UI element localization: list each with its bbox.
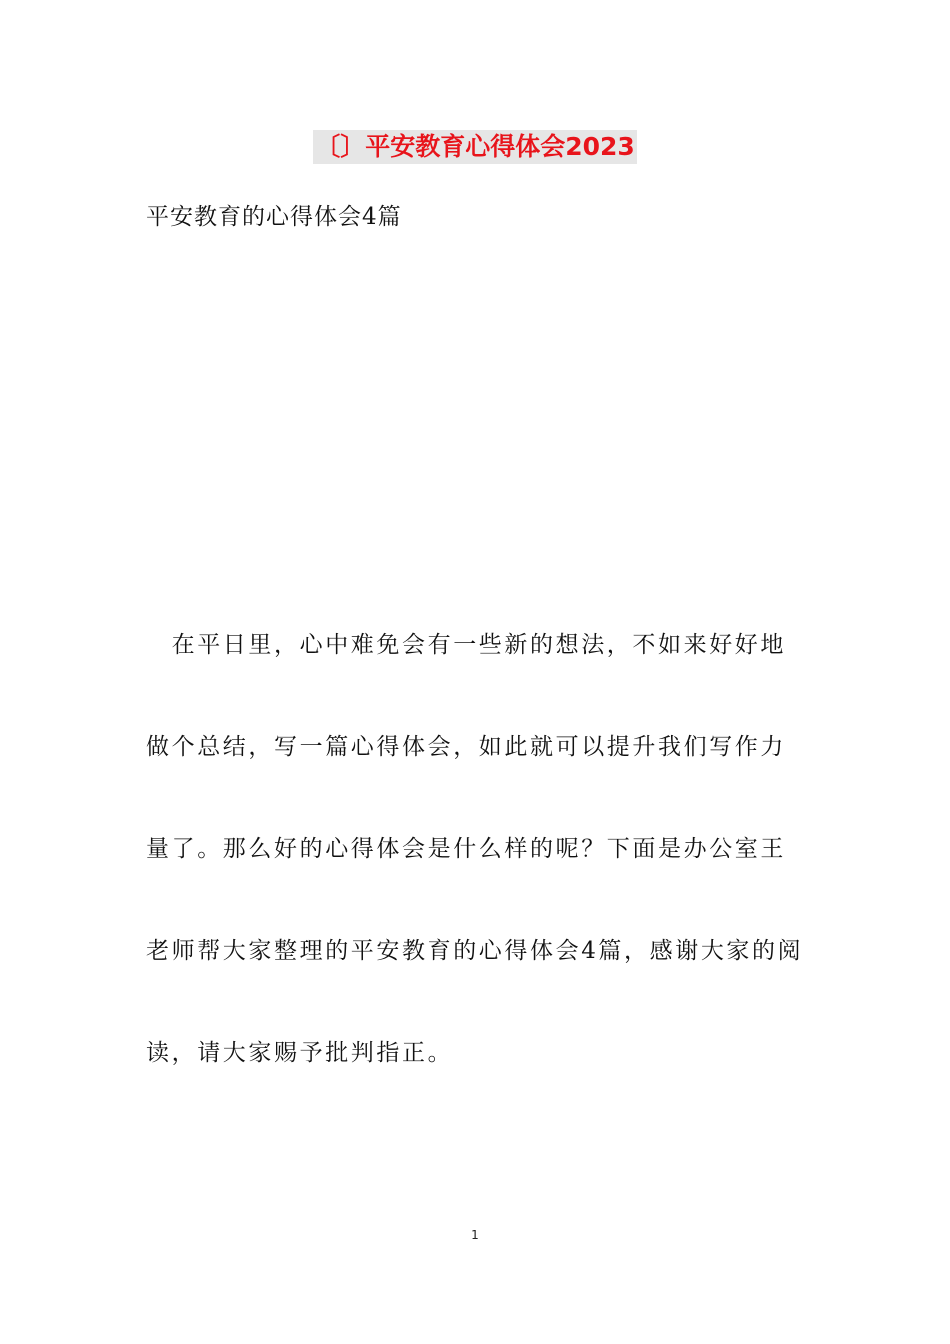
paragraph-line: 老师帮大家整理的平安教育的心得体会4篇，感谢大家的阅 [146,938,804,964]
document-title: 〔〕平安教育心得体会2023 [313,130,637,164]
paragraph-line: 在平日里，心中难免会有一些新的想法，不如来好好地 [146,632,786,658]
document-subtitle: 平安教育的心得体会4篇 [146,204,402,230]
title-container [0,130,950,164]
page-number: 1 [471,1228,479,1242]
paragraph-line: 读，请大家赐予批判指正。 [146,1040,454,1066]
body-paragraph [146,594,808,1104]
paragraph-line: 量了。那么好的心得体会是什么样的呢？下面是办公室王 [146,836,786,862]
paragraph-line: 做个总结，写一篇心得体会，如此就可以提升我们写作力 [146,734,786,760]
